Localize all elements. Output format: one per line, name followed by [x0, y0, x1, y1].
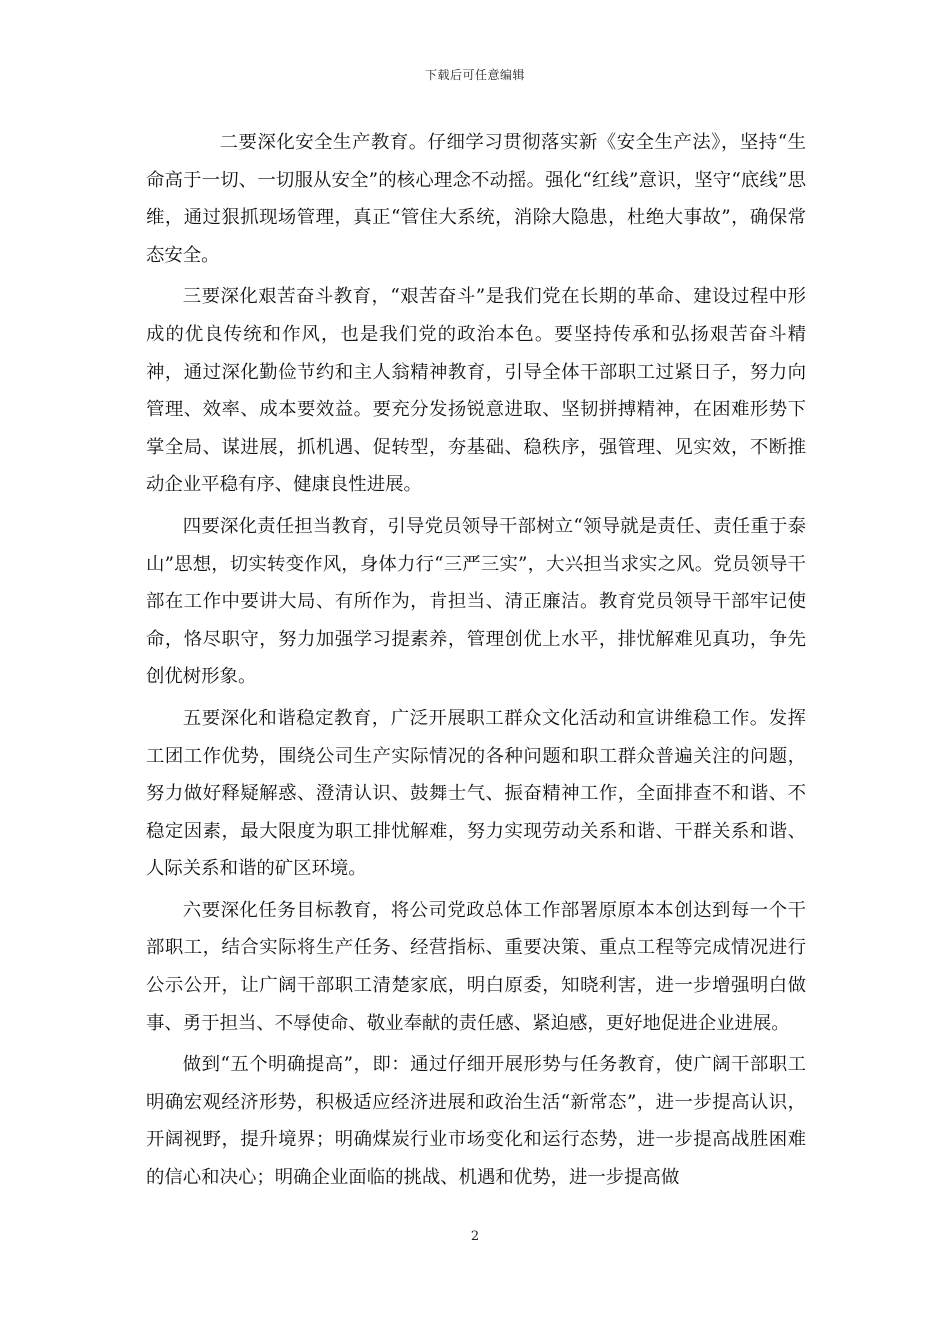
paragraph-harmony-education: 五要深化和谐稳定教育，广泛开展职工群众文化活动和宣讲维稳工作。发挥工团工作优势，围绕公司生产实际情况的各种问题和职工群众普遍关注的问题，努力做好释疑解惑、澄清认识、鼓舞士气、振奋精神工作，全面排查不和谐、不稳定因素，最大限度为职工排忧解难，努力实现劳动关系和谐、干群关系和谐、人际关系和谐的矿区环境。 — [146, 707, 806, 880]
paragraph-responsibility-education: 四要深化责任担当教育，引导党员领导干部树立“领导就是责任、责任重于泰山”思想，切实转变作风，身体力行“三严三实”，大兴担当求实之风。党员领导干部在工作中要讲大局、有所作为，肯担当、清正廉洁。教育党员领导干部牢记使命，恪尽职守，努力加强学习提素养，管理创优上水平，排忧解难见真功，争先创优树形象。 — [146, 515, 806, 688]
paragraph-hard-work-education: 三要深化艰苦奋斗教育，“艰苦奋斗”是我们党在长期的革命、建设过程中形成的优良传统和作风，也是我们党的政治本色。要坚持传承和弘扬艰苦奋斗精神，通过深化勤俭节约和主人翁精神教育，引导全体干部职工过紧日子，努力向管理、效率、成本要效益。要充分发扬锐意进取、坚韧拼搏精神，在困难形势下掌全局、谋进展，抓机遇、促转型，夯基础、稳秩序，强管理、见实效，不断推动企业平稳有序、健康良性进展。 — [146, 286, 806, 496]
paragraph-five-improvements: 做到“五个明确提高”，即：通过仔细开展形势与任务教育，使广阔干部职工明确宏观经济形势，积极适应经济进展和政治生活“新常态”，进一步提高认识，开阔视野，提升境界；明确煤炭行业市场变化和运行态势，进一步提高战胜困难的信心和决心；明确企业面临的挑战、机遇和优势，进一步提高做 — [146, 1054, 806, 1189]
page-header: 下载后可任意编辑 — [424, 68, 525, 82]
paragraph-task-goal-education: 六要深化任务目标教育，将公司党政总体工作部署原原本本创达到每一个干部职工，结合实际将生产任务、经营指标、重要决策、重点工程等完成情况进行公示公开，让广阔干部职工清楚家底，明白原委，知晓利害，进一步增强明白做事、勇于担当、不辱使命、敬业奉献的责任感、紧迫感，更好地促进企业进展。 — [146, 899, 806, 1034]
document-body — [146, 124, 806, 1201]
page-number: 2 — [470, 1229, 480, 1244]
paragraph-safety-education: 二要深化安全生产教育。仔细学习贯彻落实新《安全生产法》，坚持“生命高于一切、一切服从安全”的核心理念不动摇。强化“红线”意识，坚守“底线”思维，通过狠抓现场管理，真正“管住大系统，消除大隐患，杜绝大事故”，确保常态安全。 — [146, 132, 806, 266]
